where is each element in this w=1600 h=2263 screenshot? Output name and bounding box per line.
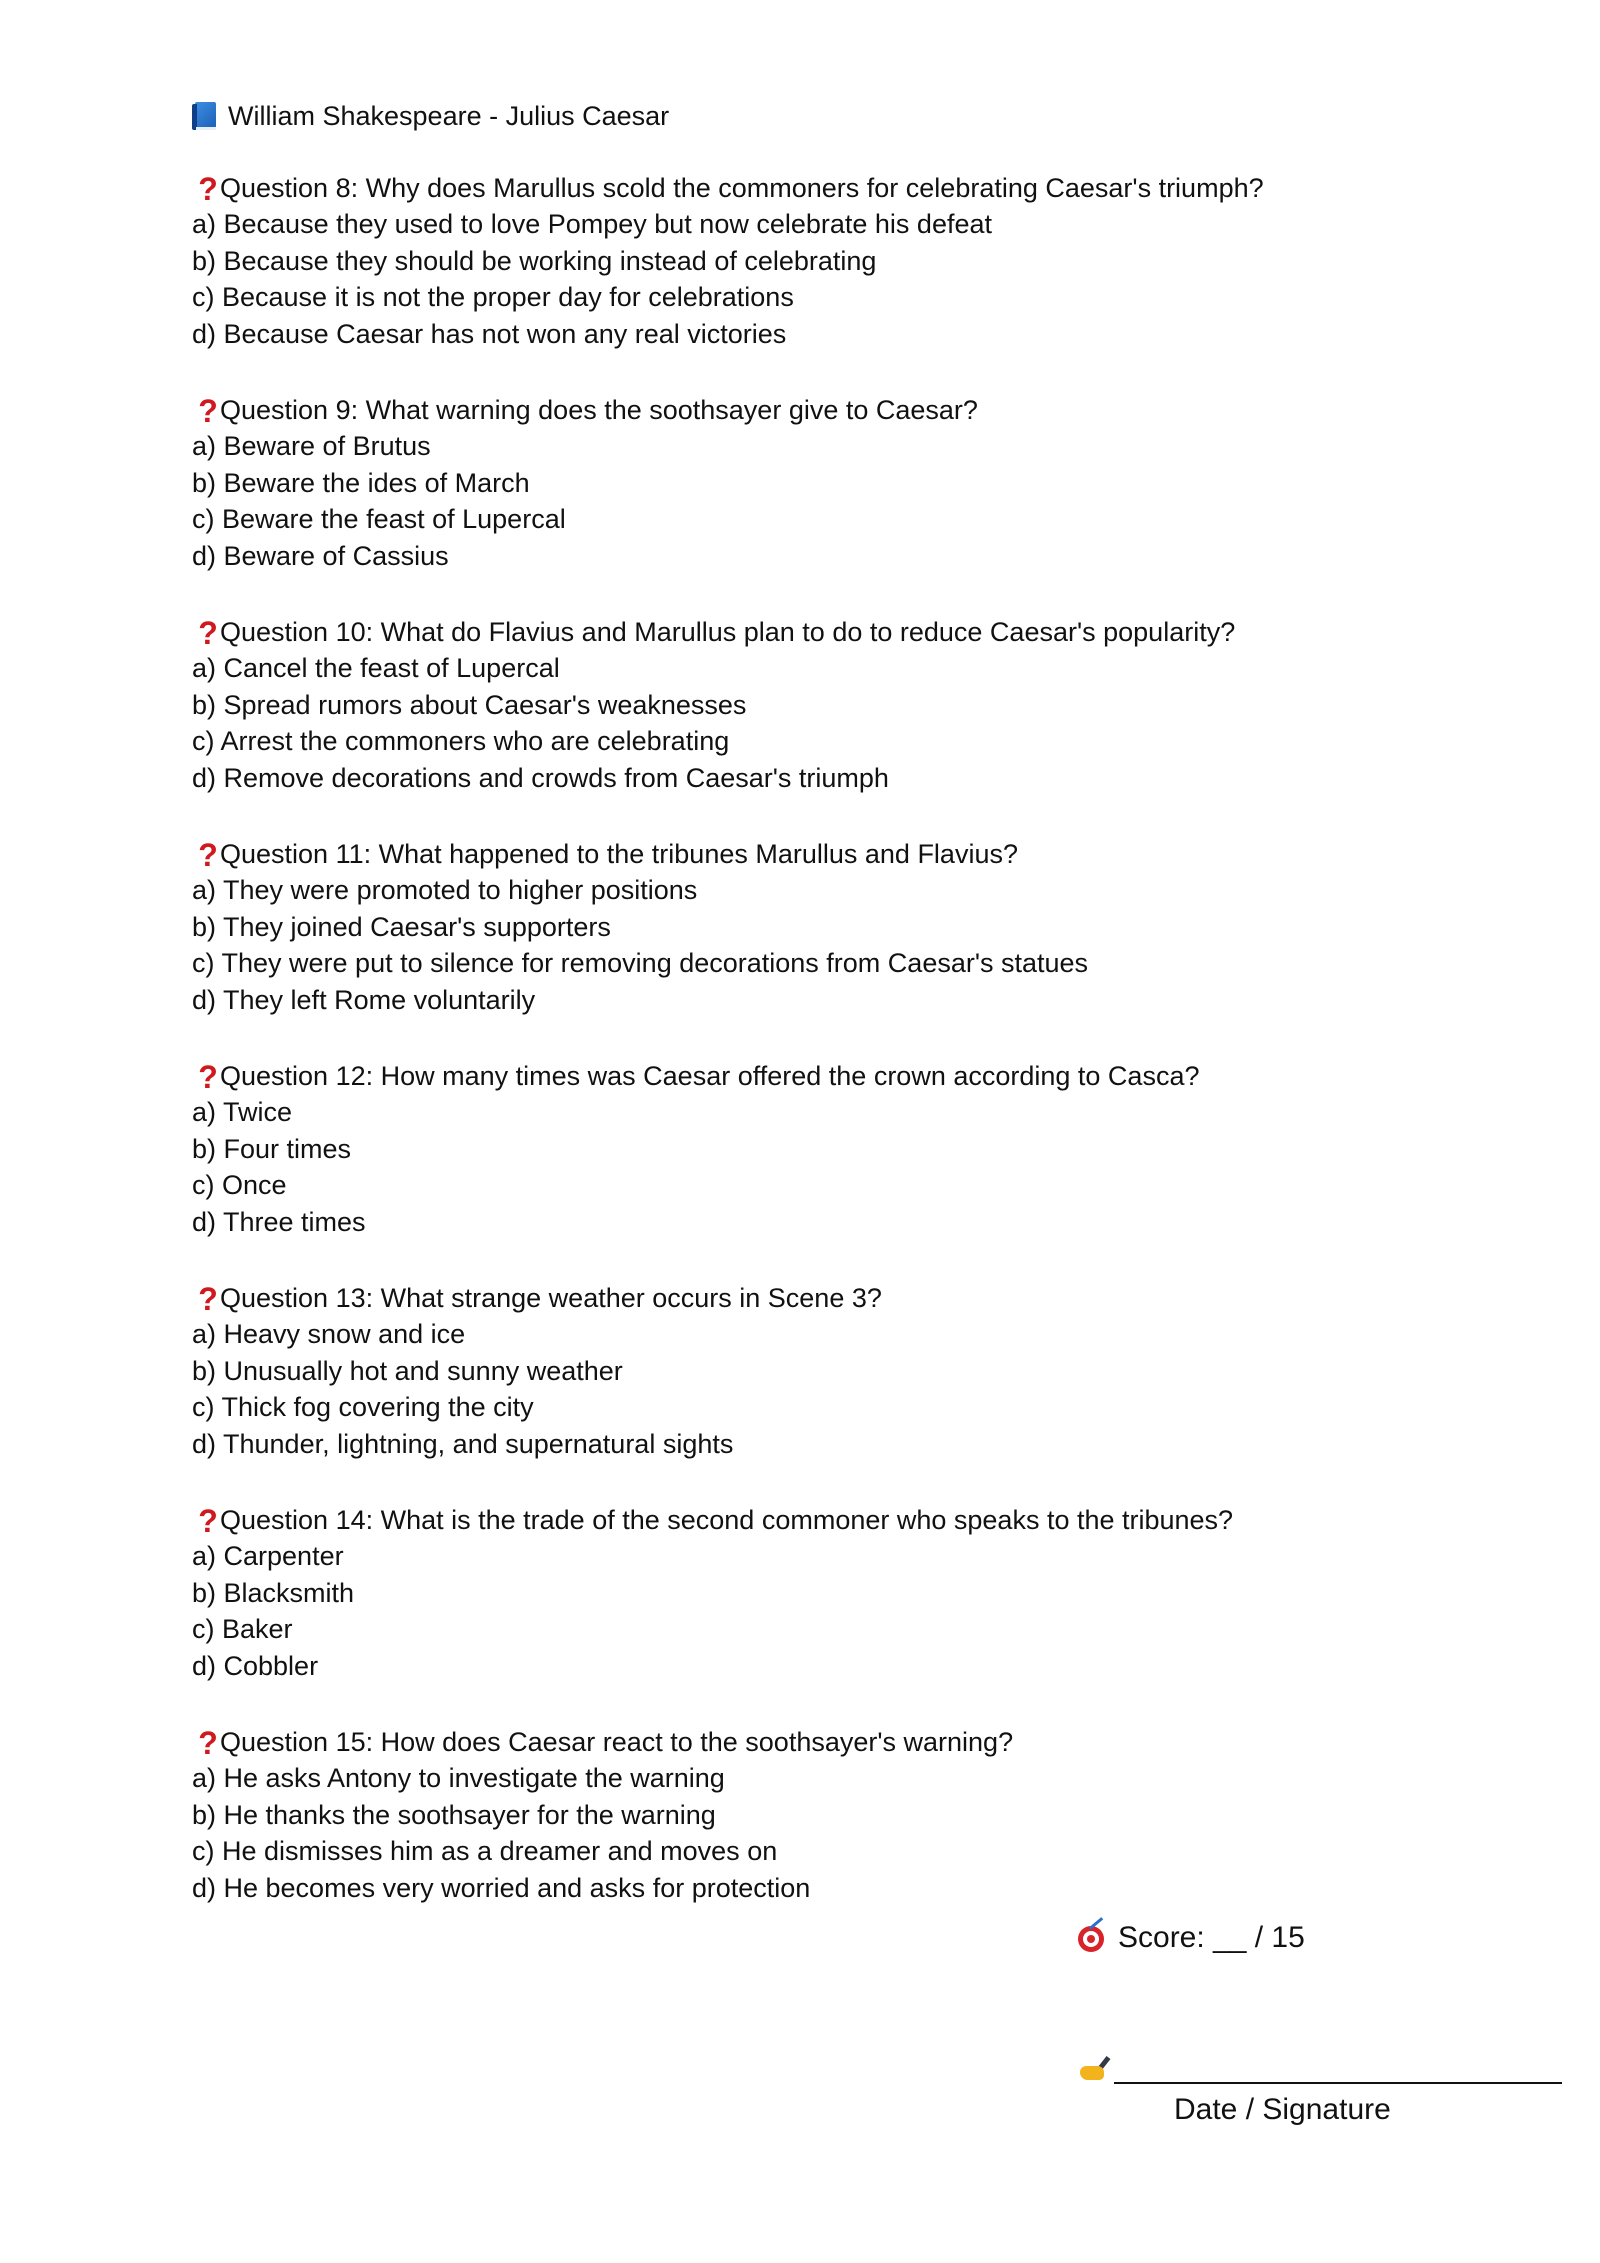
question-text: Question 11: What happened to the tribunes Marullus and Flavius? <box>220 839 1018 869</box>
question-list <box>192 166 1372 1942</box>
signature-row <box>1078 2040 1562 2084</box>
question-block <box>192 610 1372 796</box>
red-question-mark-icon: ? <box>198 1281 218 1317</box>
question-line <box>192 388 1372 428</box>
question-text: Question 9: What warning does the soothsayer give to Caesar? <box>220 395 978 425</box>
answer-option: c) Baker <box>192 1614 293 1644</box>
question-text: Question 10: What do Flavius and Marullus plan to do to reduce Caesar's popularity? <box>220 617 1236 647</box>
answer-option: a) Carpenter <box>192 1541 344 1571</box>
option-list <box>192 1094 1372 1240</box>
question-block <box>192 1276 1372 1462</box>
answer-option: c) Thick fog covering the city <box>192 1392 534 1422</box>
question-line <box>192 1054 1372 1094</box>
answer-option: b) Spread rumors about Caesar's weaknesses <box>192 689 747 720</box>
writing-hand-icon <box>1078 2048 1112 2084</box>
answer-option: a) Cancel the feast of Lupercal <box>192 653 560 683</box>
answer-option: d) Beware of Cassius <box>192 540 449 571</box>
answer-option: c) He dismisses him as a dreamer and moves on <box>192 1836 778 1866</box>
question-block <box>192 1498 1372 1684</box>
answer-option: c) Because it is not the proper day for celebrations <box>192 282 794 312</box>
answer-option: b) Four times <box>192 1133 352 1164</box>
red-question-mark-icon: ? <box>198 615 218 651</box>
option-list <box>192 428 1372 574</box>
red-question-mark-icon: ? <box>198 171 218 207</box>
answer-option: a) They were promoted to higher positions <box>192 875 698 905</box>
question-line <box>192 1498 1372 1538</box>
question-block <box>192 388 1372 574</box>
answer-option: a) Heavy snow and ice <box>192 1319 466 1349</box>
answer-option: b) Unusually hot and sunny weather <box>192 1355 623 1386</box>
question-text: Question 14: What is the trade of the second commoner who speaks to the tribunes? <box>220 1505 1234 1535</box>
answer-option: c) Beware the feast of Lupercal <box>192 504 566 534</box>
question-line <box>192 610 1372 650</box>
blue-book-icon <box>192 102 216 130</box>
red-question-mark-icon: ? <box>198 1503 218 1539</box>
question-line <box>192 832 1372 872</box>
question-block <box>192 832 1372 1018</box>
question-line <box>192 1720 1372 1760</box>
option-list <box>192 1316 1372 1462</box>
red-question-mark-icon: ? <box>198 1059 218 1095</box>
answer-option: b) Because they should be working instead of celebrating <box>192 245 877 276</box>
answer-option: b) Beware the ides of March <box>192 467 530 498</box>
answer-option: b) He thanks the soothsayer for the warning <box>192 1799 716 1830</box>
question-block <box>192 1720 1372 1906</box>
answer-option: d) Remove decorations and crowds from Caesar's triumph <box>192 762 889 793</box>
document-title: William Shakespeare - Julius Caesar <box>228 100 670 131</box>
answer-option: c) Once <box>192 1170 287 1200</box>
answer-option: a) Because they used to love Pompey but now celebrate his defeat <box>192 209 992 239</box>
question-line <box>192 1276 1372 1316</box>
option-list <box>192 1760 1372 1906</box>
option-list <box>192 650 1372 796</box>
signature-block <box>1078 2040 1562 2130</box>
answer-option: d) They left Rome voluntarily <box>192 984 536 1015</box>
red-question-mark-icon: ? <box>198 393 218 429</box>
answer-option: d) Because Caesar has not won any real victories <box>192 318 787 349</box>
question-text: Question 8: Why does Marullus scold the commoners for celebrating Caesar's triumph? <box>220 173 1264 203</box>
score-text: Score: __ / 15 <box>1118 1921 1305 1954</box>
red-question-mark-icon: ? <box>198 837 218 873</box>
option-list <box>192 206 1372 352</box>
option-list <box>192 872 1372 1018</box>
red-question-mark-icon: ? <box>198 1725 218 1761</box>
signature-label: Date / Signature <box>1174 2093 1391 2126</box>
answer-option: d) Three times <box>192 1206 366 1237</box>
direct-hit-target-icon <box>1078 1924 1106 1952</box>
question-line <box>192 166 1372 206</box>
answer-option: b) Blacksmith <box>192 1577 355 1608</box>
document-header <box>192 96 669 136</box>
signature-line <box>1114 2044 1562 2084</box>
answer-option: d) Thunder, lightning, and supernatural sights <box>192 1428 734 1459</box>
answer-option: c) They were put to silence for removing decorations from Caesar's statues <box>192 948 1089 978</box>
answer-option: a) He asks Antony to investigate the warning <box>192 1763 725 1793</box>
question-block <box>192 166 1372 352</box>
question-text: Question 15: How does Caesar react to the soothsayer's warning? <box>220 1727 1014 1757</box>
answer-option: d) He becomes very worried and asks for protection <box>192 1872 811 1903</box>
answer-option: a) Beware of Brutus <box>192 431 431 461</box>
answer-option: d) Cobbler <box>192 1650 319 1681</box>
option-list <box>192 1538 1372 1684</box>
question-block <box>192 1054 1372 1240</box>
answer-option: c) Arrest the commoners who are celebrating <box>192 726 730 756</box>
score-line <box>1078 1918 1305 1958</box>
question-text: Question 13: What strange weather occurs in Scene 3? <box>220 1283 882 1313</box>
question-text: Question 12: How many times was Caesar offered the crown according to Casca? <box>220 1061 1200 1091</box>
answer-option: b) They joined Caesar's supporters <box>192 911 611 942</box>
answer-option: a) Twice <box>192 1097 293 1127</box>
